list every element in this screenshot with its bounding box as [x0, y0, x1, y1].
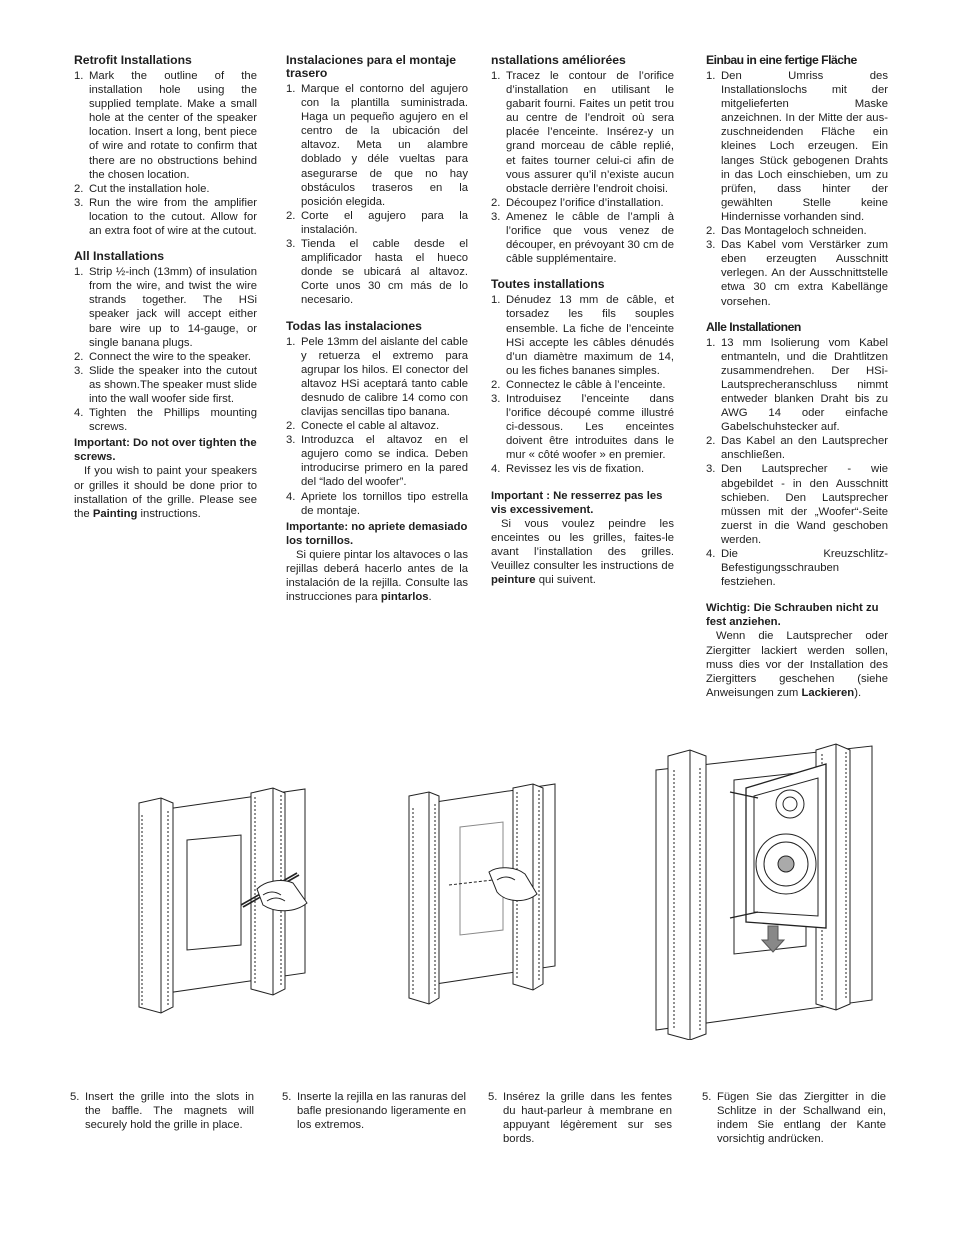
painting-paragraph [491, 517, 674, 587]
retrofit-steps [706, 69, 888, 309]
list-item [491, 196, 674, 210]
list-item [74, 350, 257, 364]
step-text: Tighten the Phillips mounting screws. [89, 407, 257, 434]
step-number: 1. [286, 335, 296, 348]
step-text: Découpez l’orifice d’installation. [506, 196, 664, 209]
all-installations-heading: Toutes installations [491, 277, 605, 292]
important-note: Wichtig: Die Schrauben nicht zu fest anziehen. [706, 602, 879, 629]
step-number: 3. [706, 463, 716, 476]
step5-english [70, 1090, 254, 1132]
painting-link[interactable]: peinture [491, 574, 536, 587]
important-note: Importante: no apriete demasiado los tornillos. [286, 520, 468, 547]
step-number: 1. [74, 70, 84, 82]
painting-paragraph [286, 548, 468, 604]
painting-text: Si quiere pintar los altavoces o las rejillas deberá hacerlo antes de la instalación de la rejilla. Consulte las instrucciones para [286, 548, 468, 604]
painting-link[interactable]: Painting [92, 507, 138, 520]
step-number: 3. [491, 210, 501, 223]
all-installations-heading: Todas las instalaciones [286, 318, 422, 333]
step-number: 2. [491, 378, 501, 391]
painting-link[interactable]: Lackieren [801, 686, 855, 699]
step-text: Tienda el cable desde el amplificador hasta el hueco donde se ubicará al altavoz. Corte unos 30 cm más de lo necesario. [301, 238, 468, 307]
step-number: 5. [702, 1091, 712, 1103]
painting-link[interactable]: pintarlos [380, 591, 429, 604]
column-french [491, 54, 674, 587]
step-text: Connectez le câble à l’enceinte. [506, 378, 666, 391]
step-text: Strip ½-inch (13mm) of insulation from the wire, and twist the wire strands together. The HSi speaker jack will accept either bare wire up to 14-gauge, or single banana plugs. [89, 266, 257, 349]
column-spanish [286, 54, 468, 604]
list-item [286, 419, 468, 433]
step-text: Amenez le câble de l’ampli à l’orifice que vous venez de découper, en prévoyant 30 cm de câble supplémentaire. [506, 210, 674, 266]
step-text: Corte el agujero para la instalación. [301, 209, 468, 236]
step-number: 2. [286, 420, 296, 433]
step-text: Introduisez l’enceinte dans l’orifice découpé comme illustré ci-dessous. Les enceintes doivent être introduites dans le mur « côté woofer » en premier. [506, 392, 674, 462]
illustration-mark-cutout [135, 785, 310, 1015]
step-number: 2. [706, 435, 716, 448]
step-text: Run the wire from the amplifier location to the cutout. Allow for an extra foot of wire at the cutout. [89, 196, 257, 238]
step-number: 3. [706, 239, 716, 252]
retrofit-steps [491, 69, 674, 266]
list-item [286, 209, 468, 237]
list-item [286, 237, 468, 307]
retrofit-heading: Instalaciones para el montaje trasero [286, 53, 457, 80]
all-installations-heading: Alle Installationen [706, 319, 801, 334]
list-item [706, 336, 888, 435]
list-item [491, 210, 674, 266]
painting-paragraph [74, 464, 257, 520]
all-installation-steps [706, 336, 888, 590]
painting-text-end: instructions. [137, 507, 201, 520]
retrofit-heading: Einbau in eine fertige Fläche [706, 53, 857, 67]
step-number: 2. [286, 209, 296, 222]
step-text: Das Kabel vom Verstärker zum eben erzeugten Ausschnitt verlegen. An der Ausschnittstelle etwa 30 cm extra Kabellänge vorsehen. [721, 239, 888, 308]
step-text: 13 mm Isolierung vom Kabel entmanteln, und die Drahtlitzen zusammendrehen. Der HSi-Lautsprecheranschluss nimmt entweder blanken Draht bis zu AWG 14 oder einfache Gabelschuhstecker auf. [721, 336, 888, 434]
step-text: Connect the wire to the speaker. [89, 350, 252, 363]
step-text: Den Umriss des Installationslochs mit der mitgelieferten Maske anzeichnen. In der Mitte der aus-zuschneidenden Fläche ein kleines Loch erzeugen. Ein langes Stück gebogenen Drahts in das Loch einschieben, um zu prüfen, dass hinter der gewählten Stelle keine Hindernisse vorhanden sind. [721, 70, 888, 223]
step-text: Cut the installation hole. [89, 182, 210, 195]
step-text: Insérez la grille dans les fentes du haut-parleur à membrane en appuyant légèrement sur ses bords. [503, 1091, 672, 1146]
step-number: 1. [706, 70, 716, 82]
step-number: 3. [74, 196, 84, 209]
list-item [706, 224, 888, 238]
step-text: Tracez le contour de l’orifice d’installation en utilisant le gabarit fourni. Faites un petit trou au centre de l’endroit où sera placée l’enceinte. Insérez-y un grand morceau de câble replié, et faites tourner celui-ci afin de vous assurer qu’il n’existe aucun obstacle derrière l’endroit choisi. [506, 70, 674, 195]
step-number: 5. [488, 1091, 498, 1103]
painting-text-end: ). [854, 686, 862, 699]
step-number: 1. [706, 336, 716, 349]
list-item [286, 433, 468, 489]
list-item [706, 69, 888, 224]
painting-text: Si vous voulez peindre les enceintes ou les grilles, faites-le avant l’installation des grilles. Veuillez consulter les instructions de [491, 517, 674, 572]
step-text: Pele 13mm del aislante del cable y retuerza el extremo para agrupar los hilos. El conector del altavoz HSi aceptará tanto cable desnudo de calibre 14 como con clavijas sencillas tipo banana. [301, 335, 468, 418]
painting-text: If you wish to paint your speakers or grilles it should be done prior to installation of the grille. Please see the [74, 465, 257, 520]
step-number: 4. [286, 490, 296, 503]
step-text: Apriete los tornillos tipo estrella de montaje. [301, 490, 468, 517]
list-item [286, 335, 468, 420]
step-number: 4. [74, 407, 84, 420]
list-item [286, 490, 468, 518]
list-item [706, 547, 888, 589]
column-english [74, 54, 257, 521]
step-number: 1. [286, 83, 296, 95]
step-number: 1. [491, 70, 501, 82]
retrofit-heading: nstallations améliorées [491, 53, 626, 67]
step5-spanish [282, 1090, 466, 1132]
step-number: 1. [74, 266, 84, 279]
step-text: Insert the grille into the slots in the baffle. The magnets will securely hold the grille in place. [85, 1091, 254, 1132]
retrofit-steps [286, 82, 468, 308]
step-number: 4. [706, 548, 716, 560]
step-text: Dénudez 13 mm de câble, et torsadez les fils souples ensemble. La fiche de l’enceinte HSi accepte les câbles dénudés d’un diamètre maximum de 14, ou les fiches bananes simples. [506, 294, 674, 377]
list-item [74, 364, 257, 406]
step-number: 2. [491, 196, 501, 209]
step-text: Das Montageloch schneiden. [721, 225, 867, 238]
step-text: Revissez les vis de fixation. [506, 463, 645, 476]
step5-french [488, 1090, 672, 1146]
step-text: Conecte el cable al altavoz. [301, 420, 440, 433]
step-number: 3. [286, 238, 296, 251]
step-text: Den Lautsprecher - wie abgebildet - in den Ausschnitt schieben. Den Lautsprecher müssen mit der „Woofer“-Seite zuerst in die Wand geschoben werden. [721, 463, 888, 546]
painting-text-end: . [428, 591, 432, 604]
list-item [706, 462, 888, 547]
step-number: 2. [74, 182, 84, 195]
step-text: Slide the speaker into the cutout as shown.The speaker must slide into the wall woofer side first. [89, 364, 257, 405]
list-item [491, 392, 674, 462]
list-item [74, 182, 257, 196]
step-number: 4. [491, 463, 501, 476]
list-item [74, 265, 257, 350]
step-text: Das Kabel an den Lautsprecher anschließen. [721, 435, 888, 462]
step-number: 2. [706, 225, 716, 238]
list-item [74, 406, 257, 434]
painting-text-end: qui suivent. [535, 574, 596, 587]
step-number: 5. [282, 1091, 292, 1103]
list-item [491, 69, 674, 196]
painting-text: Wenn die Lautsprecher oder Ziergitter lackiert werden sollen, muss dies vor der Installation des Ziergitters geschehen (siehe Anweisungen zum [706, 630, 888, 699]
illustration-check-wire [405, 780, 565, 1005]
step-text: Die Kreuzschlitz-Befestigungsschrauben festziehen. [721, 548, 888, 589]
painting-paragraph [706, 629, 888, 699]
all-installations-heading: All Installations [74, 249, 165, 264]
retrofit-heading: Retrofit Installations [74, 53, 192, 67]
column-german [706, 54, 888, 700]
list-item [286, 82, 468, 209]
list-item [491, 462, 674, 476]
step-text: Introduzca el altavoz en el agujero como se indica. Deben introducirse primero en la pared del “lado del woofer”. [301, 434, 468, 489]
step-number: 5. [70, 1091, 80, 1103]
step-number: 3. [286, 434, 296, 447]
all-installation-steps [491, 293, 674, 476]
list-item [706, 238, 888, 308]
step-number: 2. [74, 350, 84, 363]
retrofit-steps [74, 69, 257, 238]
list-item [491, 378, 674, 392]
step-number: 1. [491, 294, 501, 307]
important-note: Important : Ne resserrez pas les vis excessivement. [491, 489, 663, 516]
step-text: Marque el contorno del agujero con la plantilla suministrada. Haga un pequeño agujero en el centro de la ubicación del altavoz. Meta un alambre doblado y déle vueltas para asegurarse de que no hay obstáculos traseros en la posición elegida. [301, 83, 468, 208]
list-item [491, 293, 674, 378]
all-installation-steps [286, 335, 468, 518]
step5-german [702, 1090, 886, 1146]
list-item [706, 434, 888, 462]
step-number: 3. [491, 392, 501, 405]
all-installation-steps [74, 265, 257, 434]
step-text: Fügen Sie das Ziergitter in die Schlitze in der Schallwand ein, indem Sie entlang der Kante vorsichtig andrücken. [717, 1091, 886, 1146]
step-number: 3. [74, 364, 84, 377]
list-item [74, 196, 257, 238]
step-text: Inserte la rejilla en las ranuras del bafle presionando ligeramente en los extremos. [297, 1091, 466, 1132]
list-item [74, 69, 257, 182]
illustration-insert-speaker [650, 740, 880, 1040]
step-text: Mark the outline of the installation hole using the supplied template. Make a small hole at the center of the speaker location. Insert a long, bent piece of wire and rotate to confirm that there are no obstructions behind the chosen location. [89, 70, 257, 181]
important-note: Important: Do not over tighten the screws. [74, 437, 257, 464]
